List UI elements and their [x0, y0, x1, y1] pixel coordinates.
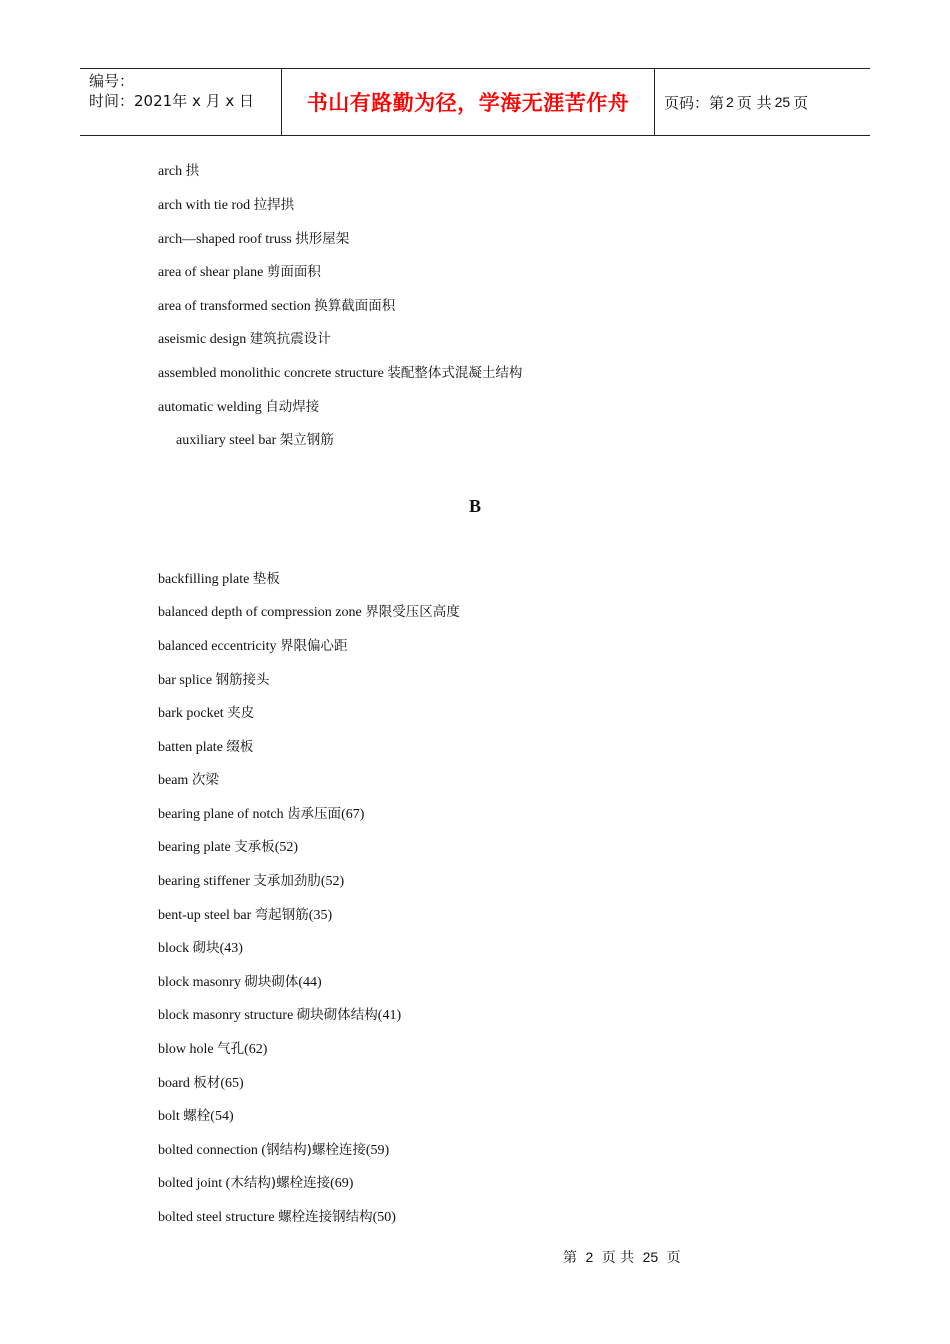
list-item	[158, 704, 254, 723]
term-chinese: 拉捍拱	[253, 197, 295, 213]
list-item	[158, 1107, 234, 1126]
term-chinese: 拱形屋架	[295, 231, 350, 247]
term-english: balanced depth of compression zone	[158, 605, 366, 620]
term-chinese: 砌块砌体	[244, 974, 299, 990]
page-header	[80, 68, 870, 136]
list-item	[158, 872, 344, 891]
term-chinese: 螺栓连接钢结构	[278, 1209, 373, 1225]
term-english: automatic welding	[158, 400, 266, 415]
footer-page-total: 25	[642, 1249, 659, 1265]
list-item	[158, 1208, 396, 1227]
footer-mid: 页 共	[601, 1250, 635, 1266]
term-english: area of transformed section	[158, 299, 315, 314]
term-chinese: 气孔	[217, 1041, 245, 1057]
section-letter-b: B	[468, 496, 481, 516]
term-english: assembled monolithic concrete structure	[158, 366, 388, 381]
term-english: arch	[158, 164, 186, 179]
list-item	[158, 1074, 244, 1093]
term-chinese: 钢筋接头	[215, 672, 270, 688]
header-page-current: 2	[726, 94, 734, 110]
list-item	[158, 838, 298, 857]
term-chinese: 自动焊接	[265, 399, 320, 415]
term-english: arch—shaped roof truss	[158, 232, 296, 247]
term-page-ref: (59)	[365, 1143, 390, 1158]
term-page-ref: (67)	[341, 807, 365, 822]
term-page-ref: (50)	[372, 1210, 396, 1225]
footer-page-current: 2	[585, 1249, 594, 1265]
list-item	[176, 431, 334, 450]
term-english: bearing stiffener	[158, 874, 254, 889]
term-chinese: 齿承压面	[287, 806, 342, 822]
term-chinese: 装配整体式混凝土结构	[387, 365, 523, 381]
term-page-ref: (43)	[219, 941, 243, 956]
term-chinese: 支承板	[234, 839, 275, 855]
term-english: bent-up steel bar	[158, 908, 255, 923]
list-item	[158, 973, 322, 992]
footer-suffix: 页	[666, 1250, 681, 1266]
term-english: backfilling plate	[158, 572, 253, 587]
term-english: blow hole	[158, 1042, 218, 1057]
list-item	[158, 398, 319, 417]
term-english: beam	[158, 773, 192, 788]
term-page-ref: (65)	[220, 1076, 244, 1091]
header-page-indicator	[655, 69, 870, 135]
term-chinese: 钢结构)螺栓连接	[266, 1142, 366, 1158]
header-time-year: 2021	[134, 92, 173, 110]
term-page-ref: (62)	[244, 1042, 268, 1057]
term-chinese: 弯起钢筋	[254, 907, 309, 923]
list-item	[158, 939, 243, 958]
term-english: area of shear plane	[158, 265, 267, 280]
term-english: batten plate	[158, 740, 227, 755]
header-page-mid: 页 共	[736, 93, 772, 112]
term-chinese: 换算截面面积	[314, 298, 396, 314]
term-chinese: 夹皮	[227, 705, 255, 721]
term-chinese: 砌块	[192, 940, 220, 956]
list-item	[158, 1006, 401, 1025]
header-time	[89, 91, 281, 111]
term-chinese: 次梁	[191, 772, 219, 788]
term-chinese: 木结构)螺栓连接	[230, 1175, 331, 1191]
list-item	[158, 297, 395, 316]
header-page-prefix: 页码：第	[664, 93, 725, 112]
list-item	[158, 162, 199, 181]
term-page-ref: (41)	[377, 1008, 402, 1023]
list-item	[158, 230, 349, 249]
term-chinese: 界限受压区高度	[365, 604, 460, 620]
list-item	[158, 637, 348, 656]
term-english: block	[158, 941, 193, 956]
term-english: block masonry	[158, 975, 245, 990]
term-english: arch with tie rod	[158, 198, 254, 213]
term-english: balanced eccentricity	[158, 639, 281, 654]
list-item	[158, 671, 270, 690]
list-item	[158, 805, 364, 824]
list-item	[158, 263, 321, 282]
term-english: block masonry structure	[158, 1008, 297, 1023]
list-item	[158, 738, 253, 757]
term-chinese: 砌块砌体结构	[296, 1007, 378, 1023]
term-chinese: 建筑抗震设计	[249, 331, 331, 347]
list-item	[158, 196, 294, 215]
list-item	[158, 1174, 353, 1193]
header-meta	[80, 69, 282, 135]
term-english: aseismic design	[158, 332, 250, 347]
term-english: bearing plane of notch	[158, 807, 288, 822]
term-english: bolted joint (	[158, 1176, 231, 1191]
list-item	[158, 330, 331, 349]
term-english: bolt	[158, 1109, 184, 1124]
header-page-total: 25	[774, 94, 791, 110]
header-motto: 书山有路勤为径，学海无涯苦作舟	[282, 69, 655, 135]
list-item	[158, 1141, 389, 1160]
header-time-label: 时间：	[89, 92, 135, 110]
term-page-ref: (35)	[308, 908, 333, 923]
term-english: auxiliary steel bar	[176, 433, 280, 448]
term-page-ref: (69)	[330, 1176, 354, 1191]
footer-prefix: 第	[563, 1250, 577, 1266]
term-chinese: 螺栓	[183, 1108, 211, 1124]
term-chinese: 支承加劲肋	[253, 873, 321, 889]
term-english: bearing plate	[158, 840, 235, 855]
header-time-rest: 年 x 月 x 日	[172, 92, 255, 110]
term-english: bark pocket	[158, 706, 228, 721]
list-item	[158, 570, 280, 589]
term-chinese: 拱	[185, 163, 200, 179]
term-english: bar splice	[158, 673, 216, 688]
header-page-suffix: 页	[793, 93, 809, 112]
term-page-ref: (44)	[298, 975, 322, 990]
term-page-ref: (52)	[320, 874, 345, 889]
list-item	[158, 364, 522, 383]
term-page-ref: (54)	[210, 1109, 234, 1124]
term-chinese: 板材	[193, 1075, 221, 1091]
term-chinese: 界限偏心距	[280, 638, 348, 654]
term-chinese: 垫板	[252, 571, 280, 587]
term-page-ref: (52)	[274, 840, 299, 855]
term-english: board	[158, 1076, 194, 1091]
page-footer	[563, 1247, 681, 1267]
list-item	[158, 1040, 267, 1059]
term-chinese: 架立钢筋	[279, 432, 334, 448]
list-item	[158, 906, 332, 925]
term-english: bolted steel structure	[158, 1210, 279, 1225]
list-item	[158, 771, 219, 790]
term-chinese: 缀板	[226, 739, 254, 755]
header-number-label: 编号：	[89, 72, 135, 90]
term-chinese: 剪面面积	[266, 264, 321, 280]
term-english: bolted connection (	[158, 1143, 267, 1158]
list-item	[158, 603, 460, 622]
